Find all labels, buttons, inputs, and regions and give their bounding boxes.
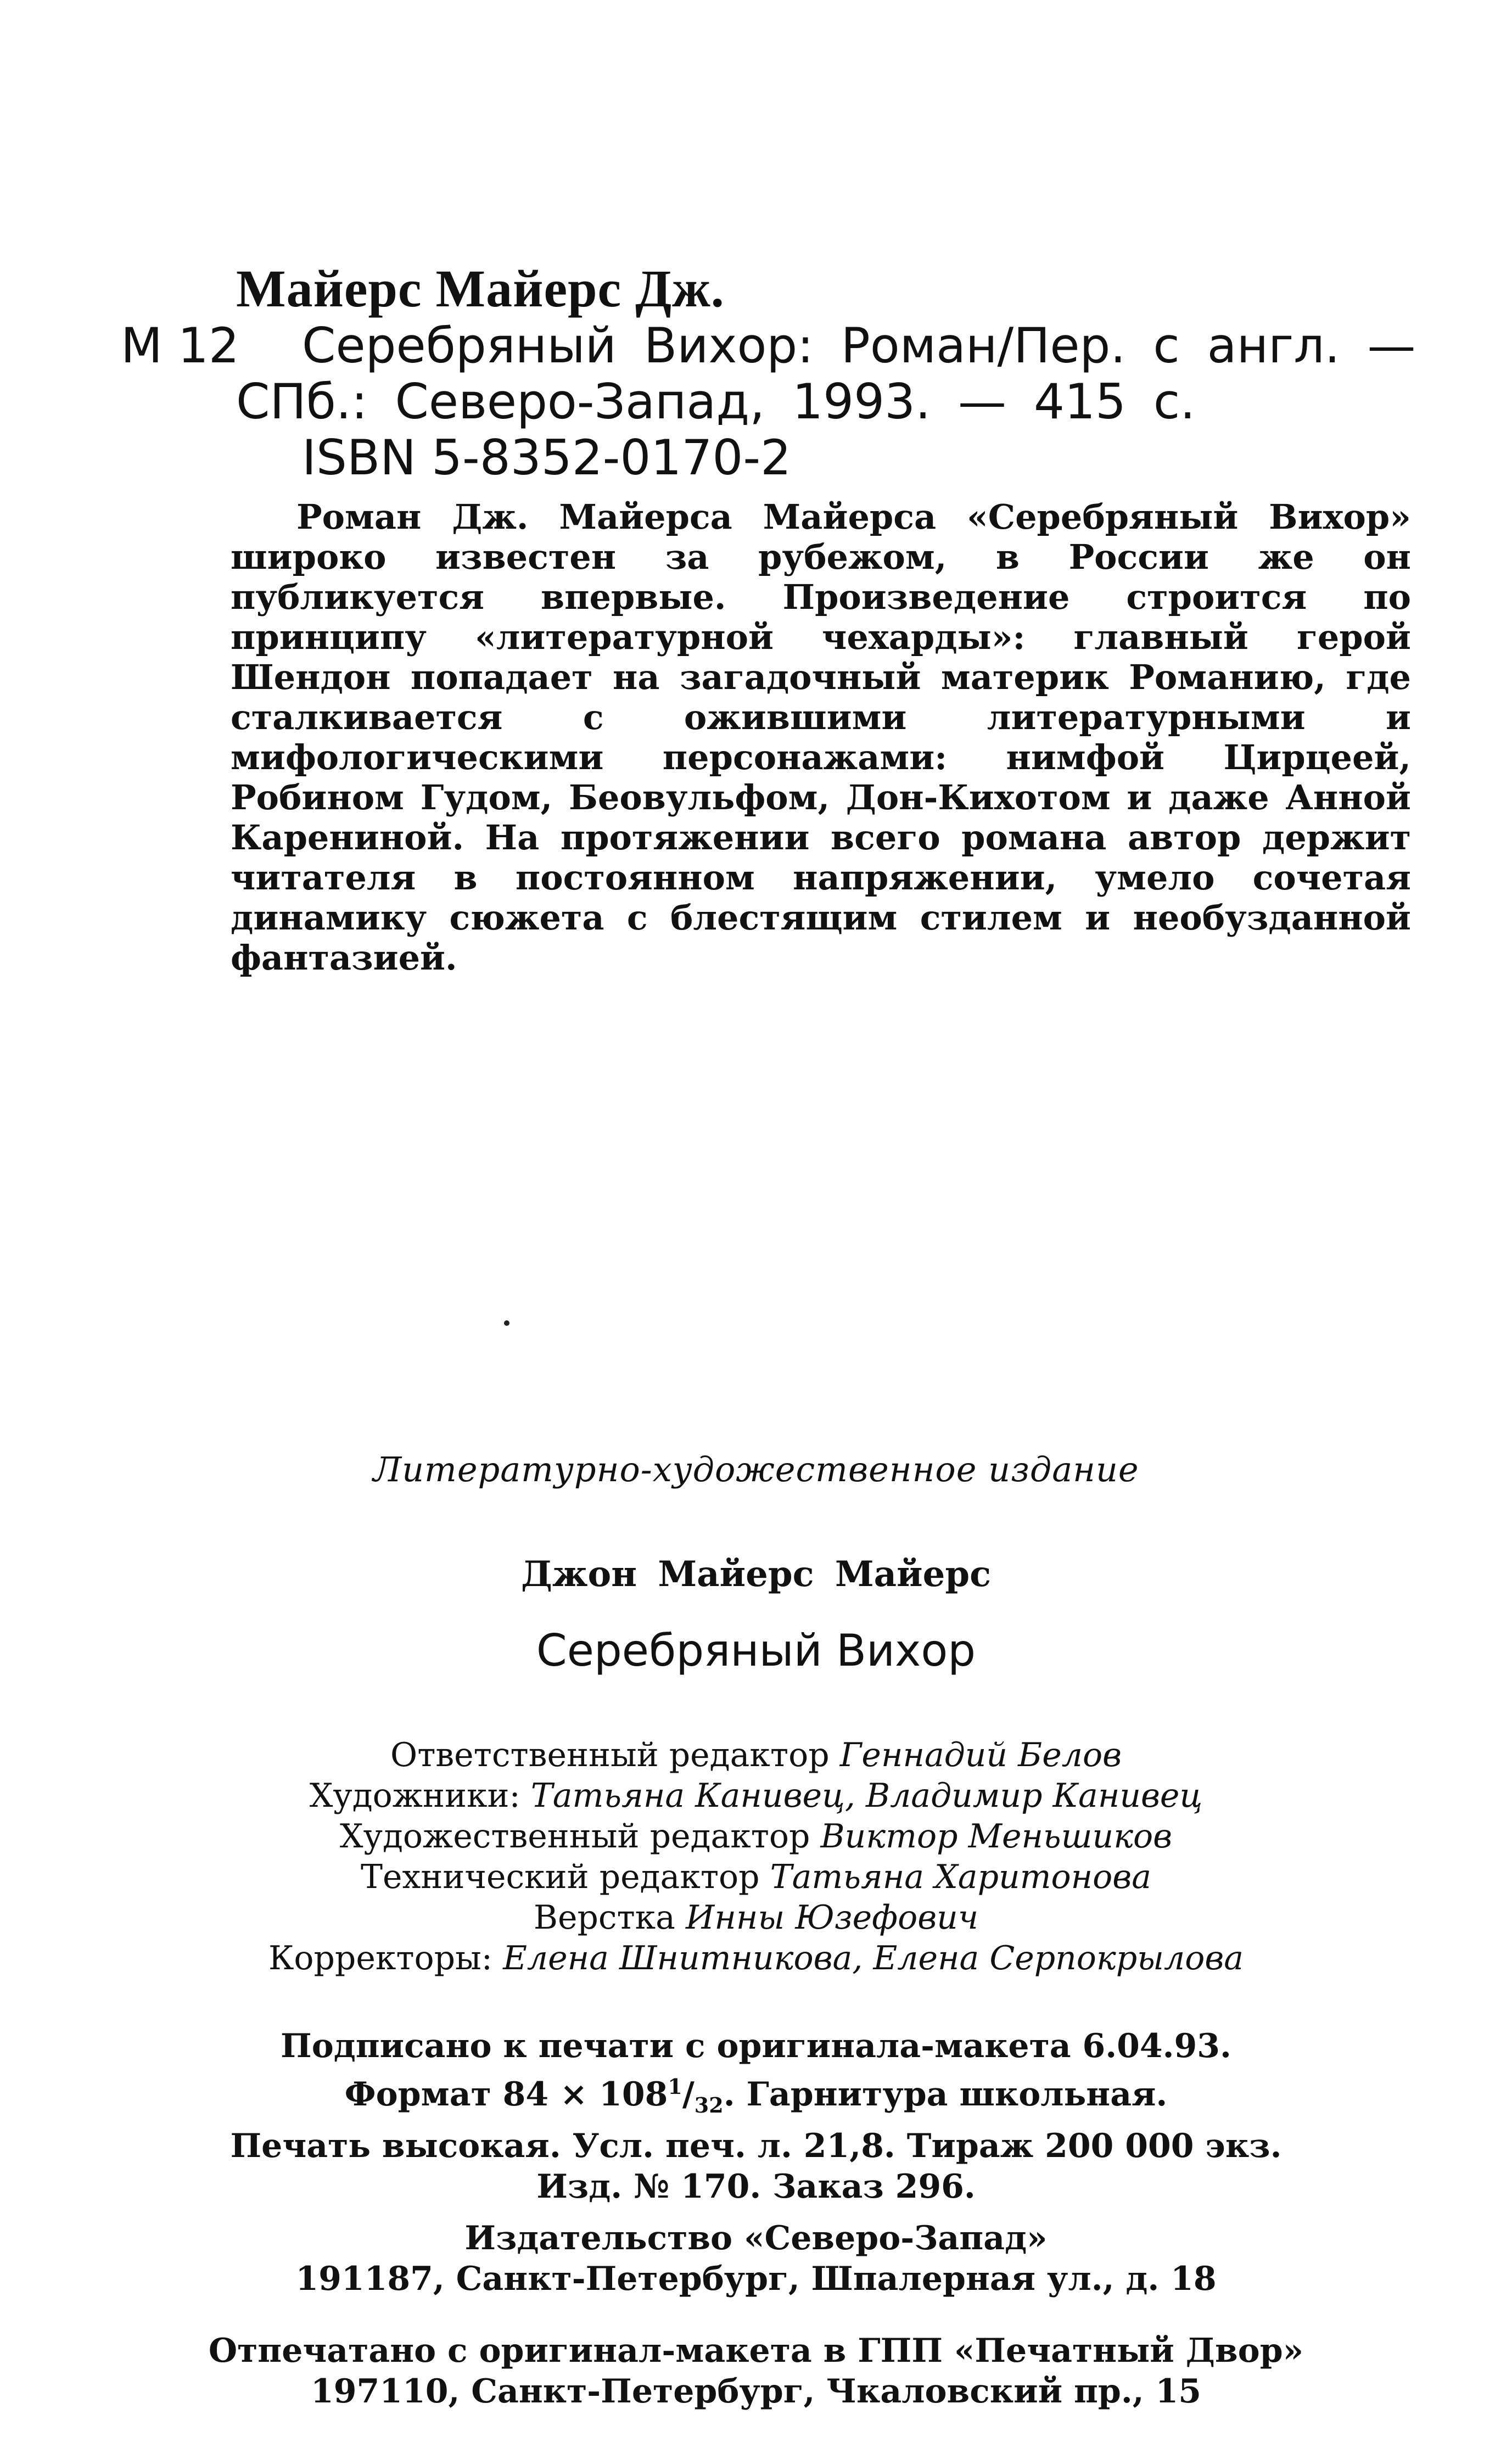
format-prefix: Формат 84 × 108 [344,2075,668,2114]
catalog-index: М 12 [121,317,239,374]
staff-role: Художественный редактор [339,1817,810,1856]
staff-role: Художники: [309,1777,520,1815]
printer-address: 197110, Санкт-Петербург, Чкаловский пр., 15 [310,2372,1202,2411]
printer-name: Отпечатано с оригинал-макета в ГПП «Печатный Двор» [208,2332,1304,2370]
catalog-title-line: Серебряный Вихор: Роман/Пер. с англ. — [302,317,1416,374]
staff-row [0,1897,1512,1938]
catalog-imprint-line: СПб.: Северо-Запад, 1993. — 415 с. [236,373,1196,430]
staff-person: Виктор Меньшиков [820,1817,1173,1856]
print-speck [504,1320,509,1326]
printer-info [0,2330,1512,2412]
staff-row [0,1735,1512,1775]
catalog-isbn: ISBN 5-8352-0170-2 [302,429,792,486]
colophon-author: Джон Майерс Майерс [520,1554,992,1595]
print-order: Изд. № 170. Заказ 296. [536,2167,976,2206]
staff-row [0,1816,1512,1857]
format-denominator: 32 [694,2093,724,2117]
staff-row [0,1938,1512,1979]
catalog-author: Майерс Майерс Дж. [236,259,725,318]
staff-person: Елена Шнитникова, Елена Серпокрылова [503,1939,1244,1977]
publisher-info [0,2218,1512,2299]
publisher-address: 191187, Санкт-Петербург, Шпалерная ул., д. 18 [295,2260,1217,2298]
edition-genre: Литературно-художественное издание [373,1449,1139,1489]
publisher-name: Издательство «Северо-Запад» [464,2219,1048,2257]
print-format: Формат $84 \times 108^1/_{32}$. Гарнитура школьная. [344,2074,1168,2117]
staff-role: Ответственный редактор [390,1736,830,1774]
staff-row [0,1775,1512,1816]
staff-person: Татьяна Харитонова [770,1858,1151,1896]
staff-row [0,1857,1512,1897]
format-numerator: 1 [668,2074,682,2099]
staff-role: Верстка [533,1898,675,1937]
staff-list [0,1735,1512,1979]
format-suffix: . Гарнитура школьная. [723,2075,1168,2114]
staff-person: Инны Юзефович [686,1898,979,1937]
staff-person: Татьяна Канивец, Владимир Канивец [530,1777,1203,1815]
staff-person: Геннадий Белов [839,1736,1122,1774]
annotation-text: Роман Дж. Майерса Майерса «Серебряный Вихор» широко известен за рубежом, в России же он публикуется впервые. Произведение строится по принципу «литературной чехарды»: главный герой Шендон попадает на загадочный материк Романию, где сталкивается с ожившими литературными и мифологическими персонажами: нимфой Цирцеей, Робином Гудом, Беовульфом, Дон-Кихотом и даже Анной Карениной. На протяжении всего романа автор держит читателя в постоянном напряжении, умело сочетая динамику сюжета с блестящим стилем и необузданной фантазией. [231,497,1411,978]
colophon-title: Серебряный Вихор [536,1625,976,1676]
staff-role: Технический редактор [361,1858,760,1896]
print-details [0,2026,1512,2207]
print-signed: Подписано к печати с оригинала-макета 6.04.93. [281,2027,1231,2065]
staff-role: Корректоры: [268,1939,493,1977]
print-press: Печать высокая. Усл. печ. л. 21,8. Тираж 200 000 экз. [230,2127,1282,2165]
